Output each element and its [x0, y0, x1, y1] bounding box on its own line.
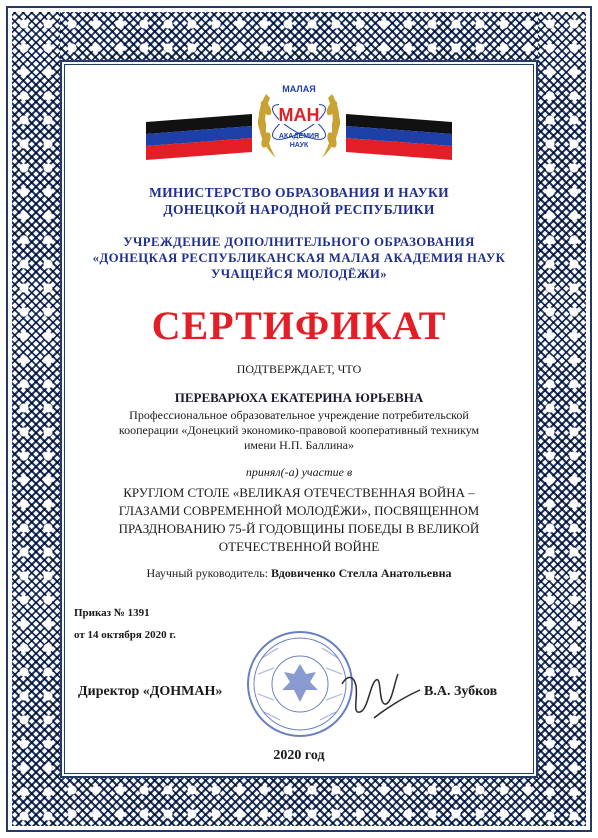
- man-emblem: [66, 74, 532, 170]
- certificate-title: СЕРТИФИКАТ: [151, 303, 447, 348]
- certificate-year: 2020 год: [273, 748, 325, 763]
- emblem-top-text: МАЛАЯ: [282, 84, 316, 94]
- supervisor-line: [66, 566, 532, 581]
- director-title: Директор «ДОНМАН»: [78, 684, 223, 699]
- school-name: [76, 408, 522, 453]
- order-number: Приказ № 1391: [74, 607, 150, 619]
- event-line-2: ГЛАЗАМИ СОВРЕМЕННОЙ МОЛОДЁЖИ», ПОСВЯЩЕННОМ: [118, 503, 480, 518]
- left-flag-ribbon: [146, 114, 252, 160]
- ministry-line-1: МИНИСТЕРСТВО ОБРАЗОВАНИЯ И НАУКИ: [149, 185, 449, 200]
- order-date: от 14 октября 2020 г.: [74, 629, 176, 641]
- emblem-logo-text: МАН: [278, 105, 320, 125]
- participated-text: принял(-а) участие в: [245, 465, 353, 479]
- ministry-line-2: ДОНЕЦКОЙ НАРОДНОЙ РЕСПУБЛИКИ: [163, 202, 435, 217]
- supervisor-name: Вдовиченко Стелла Анатольевна: [271, 566, 452, 580]
- order-info: [74, 602, 176, 646]
- supervisor-label: Научный руководитель:: [146, 566, 269, 580]
- confirms-text: ПОДТВЕРЖДАЕТ, ЧТО: [236, 362, 362, 376]
- institution-line-2: «ДОНЕЦКАЯ РЕСПУБЛИКАНСКАЯ МАЛАЯ АКАДЕМИЯ НАУК: [92, 251, 506, 265]
- ministry-heading: [66, 184, 532, 218]
- director-signature: [334, 654, 424, 724]
- emblem-bottom-text-2: НАУК: [289, 142, 309, 149]
- institution-line-1: УЧРЕЖДЕНИЕ ДОПОЛНИТЕЛЬНОГО ОБРАЗОВАНИЯ: [123, 235, 475, 249]
- event-line-3: ПРАЗДНОВАНИЮ 75-Й ГОДОВЩИНЫ ПОБЕДЫ В ВЕЛИКОЙ: [118, 521, 480, 536]
- school-line-1: Профессиональное образовательное учреждение потребительской: [129, 408, 469, 422]
- certificate-content: [66, 66, 532, 772]
- event-line-1: КРУГЛОМ СТОЛЕ «ВЕЛИКАЯ ОТЕЧЕСТВЕННАЯ ВОЙНА –: [123, 485, 475, 500]
- event-line-4: ОТЕЧЕСТВЕННОЙ ВОЙНЕ: [218, 539, 380, 554]
- institution-heading: [66, 234, 532, 282]
- school-line-3: имени Н.П. Баллина»: [244, 438, 354, 452]
- recipient-name: ПЕРЕВАРЮХА ЕКАТЕРИНА ЮРЬЕВНА: [174, 390, 424, 405]
- emblem-bottom-text-1: АКАДЕМИЯ: [278, 133, 320, 140]
- right-flag-ribbon: [346, 114, 452, 160]
- institution-line-3: УЧАЩЕЙСЯ МОЛОДЁЖИ»: [210, 267, 388, 281]
- school-line-2: кооперации «Донецкий экономико-правовой кооперативный техникум: [118, 423, 480, 437]
- event-description: [76, 484, 522, 556]
- director-name: В.А. Зубков: [424, 684, 498, 699]
